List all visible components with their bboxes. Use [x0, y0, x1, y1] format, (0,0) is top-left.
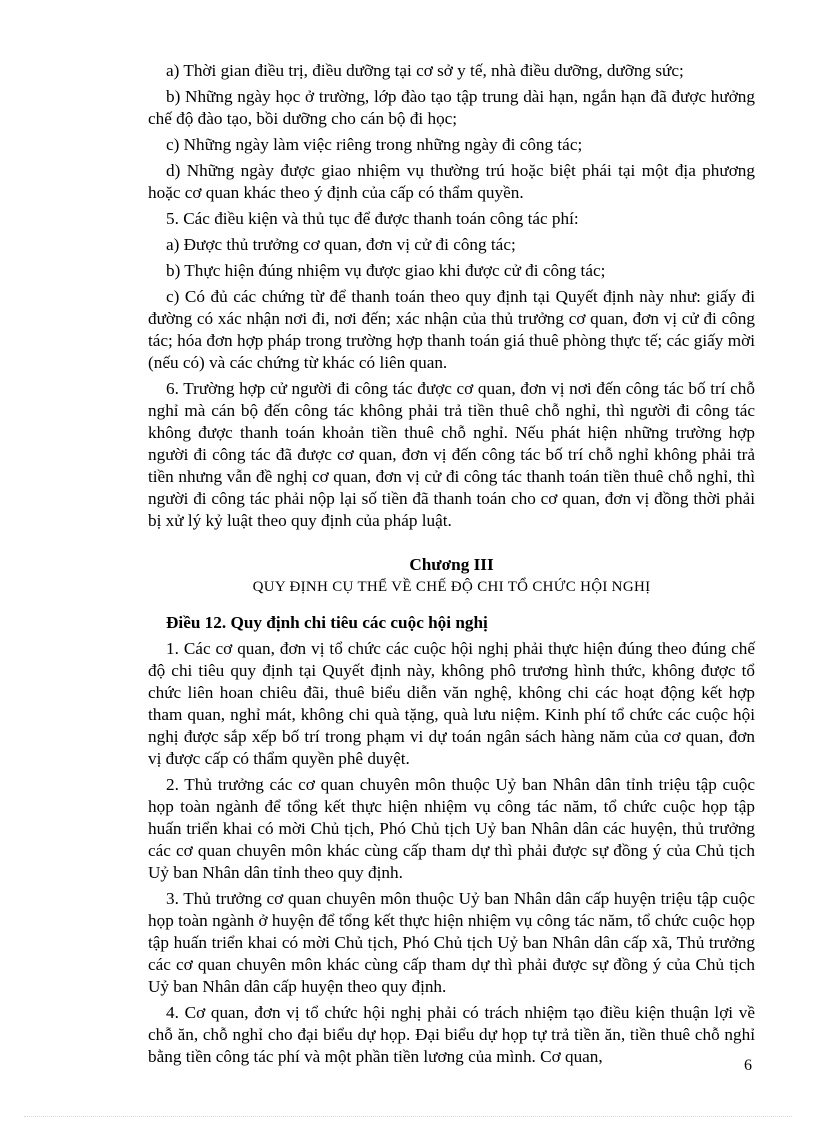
chapter-title: Chương III	[409, 555, 494, 574]
paragraph-6: 6. Trường hợp cử người đi công tác được cơ quan, đơn vị nơi đến công tác bố trí chỗ nghỉ mà cán bộ đến công tác không phải trả tiền thuê chỗ nghỉ, thì người đi công tác không được thanh toán khoản tiền thuê chỗ nghỉ. Nếu phát hiện những trường hợp người đi công tác đã được cơ quan, đơn vị đến công tác bố trí chỗ nghỉ không phải trả tiền nhưng vẫn đề nghị cơ quan, đơn vị cử đi công tác thanh toán tiền thuê chỗ nghỉ, thì người đi công tác phải nộp lại số tiền đã thanh toán cho cơ quan, đơn vị đồng thời phải bị xử lý kỷ luật theo quy định của pháp luật.	[148, 379, 755, 530]
article-paragraph-3: 3. Thủ trưởng cơ quan chuyên môn thuộc Uỷ ban Nhân dân cấp huyện triệu tập cuộc họp toàn ngành ở huyện để tổng kết thực hiện nhiệm vụ công tác năm, tổ chức cuộc họp tập huấn triển khai có mời Chủ tịch, Phó Chủ tịch Uỷ ban Nhân dân cấp xã, Thủ trưởng các cơ quan chuyên môn khác cùng cấp tham dự thì phải được sự đồng ý của Chủ tịch Uỷ ban Nhân dân cấp huyện theo quy định.	[148, 889, 755, 996]
section-gap	[148, 536, 755, 554]
article-heading: Điều 12. Quy định chi tiêu các cuộc hội nghị	[166, 613, 488, 632]
article-paragraph-1: 1. Các cơ quan, đơn vị tổ chức các cuộc hội nghị phải thực hiện đúng theo đúng chế độ chi tiêu quy định tại Quyết định này, không phô trương hình thức, không được tổ chức liên hoan chiêu đãi, thuê biểu diễn văn nghệ, không chi các hoạt động kết hợp tham quan, nghỉ mát, không chi quà tặng, quà lưu niệm. Kinh phí tổ chức các cuộc hội nghị được sắp xếp bố trí trong phạm vi dự toán ngân sách hàng năm của cơ quan, đơn vị được cấp có thẩm quyền phê duyệt.	[148, 639, 755, 768]
page-content	[148, 60, 755, 1072]
page-number: 6	[744, 1057, 752, 1074]
paragraph-5-conditions: 5. Các điều kiện và thủ tục để được thanh toán công tác phí:	[166, 209, 579, 228]
paragraph-5b: b) Thực hiện đúng nhiệm vụ được giao khi được cử đi công tác;	[166, 261, 606, 280]
paragraph-5a: a) Được thủ trưởng cơ quan, đơn vị cử đi công tác;	[166, 235, 516, 254]
paragraph-b-training: b) Những ngày học ở trường, lớp đào tạo tập trung dài hạn, ngắn hạn đã được hưởng chế độ đào tạo, bồi dưỡng cho cán bộ đi học;	[148, 87, 755, 128]
article-paragraph-2: 2. Thủ trưởng các cơ quan chuyên môn thuộc Uỷ ban Nhân dân tỉnh triệu tập cuộc họp toàn ngành để tổng kết thực hiện nhiệm vụ công tác năm, tổ chức cuộc họp tập huấn triển khai có mời Chủ tịch, Phó Chủ tịch Uỷ ban Nhân dân các huyện, thủ trưởng các cơ quan chuyên môn khác cùng cấp tham dự thì phải được sự đồng ý của Chủ tịch Uỷ ban Nhân dân tỉnh theo quy định.	[148, 775, 755, 882]
paragraph-5c: c) Có đủ các chứng từ để thanh toán theo quy định tại Quyết định này như: giấy đi đường có xác nhận nơi đi, nơi đến; xác nhận của thủ trưởng cơ quan, đơn vị cử đi công tác; hóa đơn hợp pháp trong trường hợp thanh toán giá thuê phòng thực tế; các giấy mời (nếu có) và các chứng từ khác có liên quan.	[148, 287, 755, 372]
footer-divider	[24, 1116, 792, 1117]
article-paragraph-4: 4. Cơ quan, đơn vị tổ chức hội nghị phải có trách nhiệm tạo điều kiện thuận lợi về chỗ ăn, chỗ nghỉ cho đại biểu dự họp. Đại biểu dự họp tự trả tiền ăn, tiền thuê chỗ nghỉ bằng tiền công tác phí và một phần tiền lương của mình. Cơ quan,	[148, 1003, 755, 1066]
chapter-subtitle: QUY ĐỊNH CỤ THỂ VỀ CHẾ ĐỘ CHI TỔ CHỨC HỘI NGHỊ	[252, 579, 651, 595]
paragraph-c-personal: c) Những ngày làm việc riêng trong những ngày đi công tác;	[166, 135, 583, 154]
paragraph-a-treatment: a) Thời gian điều trị, điều dưỡng tại cơ sở y tế, nhà điều dưỡng, dưỡng sức;	[166, 61, 684, 80]
paragraph-d-assignment: d) Những ngày được giao nhiệm vụ thường trú hoặc biệt phái tại một địa phương hoặc cơ quan khác theo ý định của cấp có thẩm quyền.	[148, 161, 755, 202]
